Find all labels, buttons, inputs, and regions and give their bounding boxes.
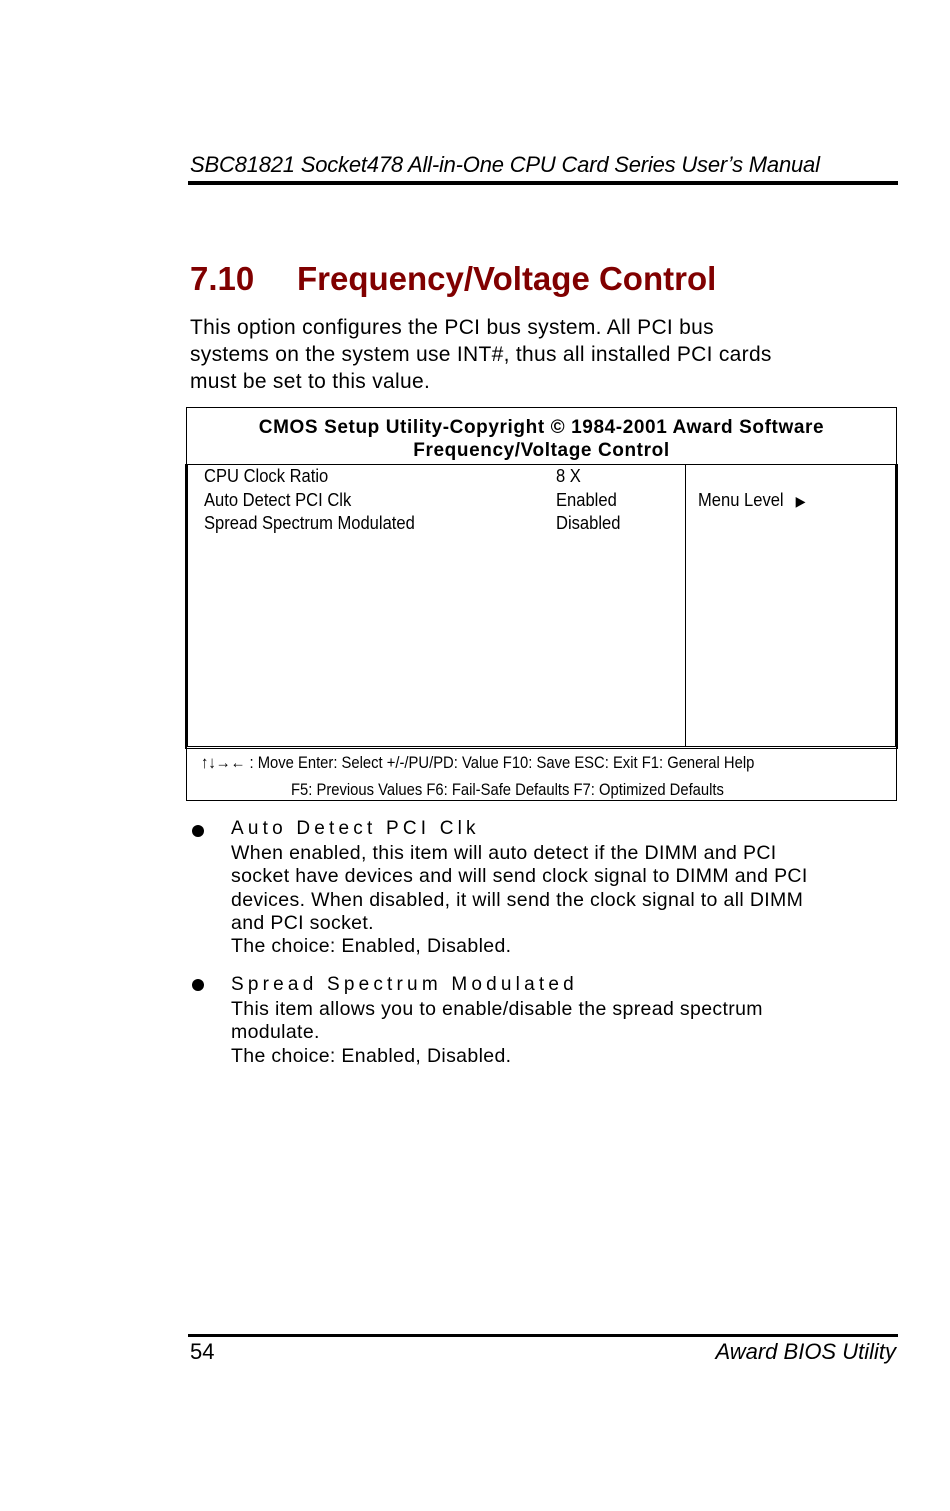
key-help-line-1: ↑↓→← : Move Enter: Select +/-/PU/PD: Value F10: Save ESC: Exit F1: General Help xyxy=(201,753,755,772)
description-line: socket have devices and will send clock signal to DIMM and PCI xyxy=(231,865,808,888)
item-description xyxy=(231,998,896,1068)
section-heading xyxy=(190,260,716,298)
chapter-name: Award BIOS Utility xyxy=(715,1339,896,1364)
setting-value[interactable]: 8 X xyxy=(556,466,581,486)
bios-setup-screen xyxy=(186,407,897,801)
menu-level xyxy=(698,489,806,513)
menu-level-label: Menu Level xyxy=(698,490,784,510)
section-number: 7.10 xyxy=(190,260,255,297)
section-title: Frequency/Voltage Control xyxy=(297,260,717,297)
help-panel-divider xyxy=(685,465,686,746)
setting-value[interactable]: Disabled xyxy=(556,513,621,533)
bios-title xyxy=(187,416,896,462)
setting-name: Spread Spectrum Modulated xyxy=(204,513,415,533)
setting-value[interactable]: Enabled xyxy=(556,490,617,510)
footer-rule xyxy=(188,1334,898,1337)
bios-title-copyright: CMOS Setup Utility-Copyright © 1984-2001 Award Software xyxy=(258,417,825,438)
header-rule xyxy=(188,181,898,185)
intro-paragraph xyxy=(190,314,890,395)
choice-line: The choice: Enabled, Disabled. xyxy=(231,935,512,958)
key-help-line-2: F5: Previous Values F6: Fail-Safe Defaults F7: Optimized Defaults xyxy=(291,780,724,799)
page-number: 54 xyxy=(190,1339,215,1364)
description-line: This item allows you to enable/disable the spread spectrum xyxy=(231,998,763,1020)
bullet-icon xyxy=(192,979,204,991)
bios-settings-panel xyxy=(185,464,898,749)
description-line: devices. When disabled, it will send the clock signal to all DIMM xyxy=(231,888,804,911)
right-triangle-icon: ▶ xyxy=(795,493,806,509)
intro-line: must be set to this value. xyxy=(190,370,431,393)
setting-name: CPU Clock Ratio xyxy=(204,466,329,486)
running-header: SBC81821 Socket478 All-in-One CPU Card Series User’s Manual xyxy=(190,152,820,177)
item-title-spread-spectrum-modulated: Spread Spectrum Modulated xyxy=(231,974,578,995)
item-description xyxy=(231,842,896,958)
setting-name: Auto Detect PCI Clk xyxy=(204,490,352,510)
choice-line: The choice: Enabled, Disabled. xyxy=(231,1044,512,1067)
intro-line: systems on the system use INT#, thus all installed PCI cards xyxy=(190,343,772,366)
bios-title-menu: Frequency/Voltage Control xyxy=(413,440,670,461)
intro-line: This option configures the PCI bus system. All PCI bus xyxy=(190,316,714,339)
bullet-icon xyxy=(192,825,204,837)
description-line: and PCI socket. xyxy=(231,911,374,934)
item-title-auto-detect-pci-clk: Auto Detect PCI Clk xyxy=(231,818,480,839)
description-line: modulate. xyxy=(231,1021,320,1044)
description-line: When enabled, this item will auto detect if the DIMM and PCI xyxy=(231,842,777,864)
